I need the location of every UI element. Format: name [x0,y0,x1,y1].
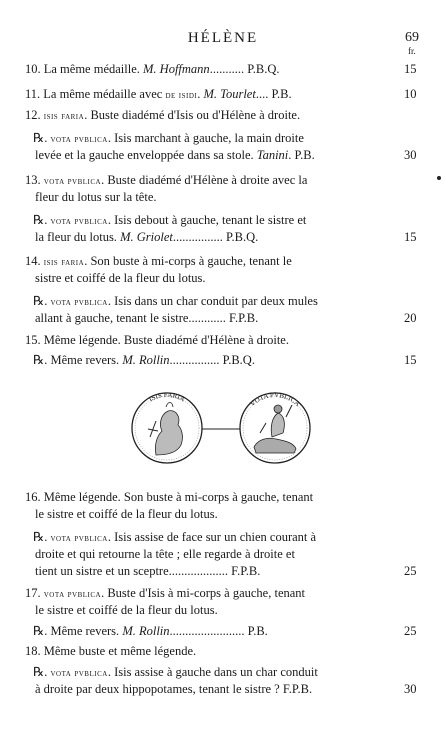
entry-text-part: .... P.B. [255,87,292,101]
entry-text-part: ℞. Même revers. [33,353,123,367]
entry-line [0,87,446,102]
entry-text-part: 10. La même médaille. [25,62,144,76]
entry-line [0,333,446,348]
entry-text [25,586,305,602]
entry-text-part: vota pvblica [50,668,108,679]
entry-text [25,333,289,348]
page-title: HÉLÈNE [187,30,259,46]
entry-line [0,624,446,639]
entry-text-part: ℞. [33,213,51,227]
entry-price: 10 [404,87,417,101]
entry-text-part: sistre et coiffé de la fleur du lotus. [35,271,206,285]
entry-text-part: M. Griolet [120,230,173,244]
entry-text [35,603,218,618]
entry-text-part: le sistre et coiffé de la fleur du lotus. [35,603,218,617]
entry-text-part: ................ P.B.Q. [169,353,255,367]
reverse-legend: VOTA PVBLICA [248,390,302,409]
entry-text [35,682,312,697]
entry-text-part: 17. [25,586,44,600]
entry-line [0,603,446,618]
coin-obverse [132,391,202,463]
entry-line [0,148,446,163]
entry-line [0,353,446,368]
entry-text-part: de isidi [165,90,198,101]
entry-price: 20 [404,311,417,325]
entry-price: 25 [404,624,417,638]
entry-text [35,230,258,245]
entry-price: 30 [404,148,417,162]
entry-text [33,294,318,310]
entry-line [0,213,446,228]
entry-text [35,311,258,326]
entry-text-part: 18. Même buste et même légende. [25,644,197,658]
entry-text [33,213,306,229]
entry-text [25,490,313,505]
entry-line [0,254,446,269]
entry-text-part: M. Hoffmann [143,62,210,76]
entry-text-part: . Buste diadémé d'Isis ou d'Hélène à droite. [84,108,301,122]
entry-text [33,353,255,368]
entry-text-part: ................ P.B.Q. [172,230,259,244]
entry-text-part: ........................ P.B. [169,624,268,638]
entry-text-part: ℞. Même revers. [33,624,123,638]
entry-price: 15 [404,353,417,367]
entry-text [33,530,316,546]
entry-text-part: ℞. [33,665,51,679]
entry-line [0,490,446,505]
entry-text-part: . Isis debout à gauche, tenant le sistre et [107,213,307,227]
entry-text [25,62,280,77]
entry-text-part: . Isis assise de face sur un chien courant à [107,530,317,544]
entry-text-part: 14. [25,254,44,268]
entry-text [35,148,315,163]
entry-line [0,564,446,579]
page-number: 69 [405,30,419,45]
entry-text-part: ........... P.B.Q. [209,62,280,76]
entry-text [25,173,307,189]
entry-text-part: ℞. [33,294,51,308]
entry-text [25,108,300,124]
entry-price: 30 [404,682,417,696]
entry-text [35,547,295,562]
entry-text-part: vota pvblica [50,533,108,544]
entry-line [0,271,446,286]
entry-text-part: . Isis assise à gauche dans un char conduit [107,665,318,679]
entry-text-part: vota pvblica [50,297,108,308]
entry-text [25,254,292,270]
entry-text-part: 15. Même légende. Buste diadémé d'Hélène à droite. [25,333,289,347]
coin-illustration [126,387,316,469]
entry-text-part: . P.B. [288,148,315,162]
entry-text-part: . Isis marchant à gauche, la main droite [107,131,304,145]
entry-line [0,173,446,188]
entry-text [35,564,260,579]
entry-text-part: isis faria [43,111,85,122]
entry-text-part: allant à gauche, tenant le sistre............ F.P.B. [35,311,259,325]
entry-text-part: 12. [25,108,44,122]
entry-text-part: 16. Même légende. Son buste à mi-corps à gauche, tenant [25,490,314,504]
entry-text [33,624,268,639]
entry-line [0,294,446,309]
price-unit: fr. [408,46,416,56]
entry-price: 15 [404,62,417,76]
entry-line [0,230,446,245]
entry-text-part: levée et la gauche enveloppée dans sa stole. [35,148,257,162]
entry-text-part: . Buste diadémé d'Hélène à droite avec la [101,173,308,187]
entry-text [35,271,206,286]
coin-reverse [240,391,310,463]
entry-text-part: . Isis dans un char conduit par deux mules [107,294,318,308]
entry-text [25,644,196,659]
entry-text-part: Tanini [256,148,289,162]
entry-text-part: M. Rollin [122,353,170,367]
entry-text-part: M. Tourlet [203,87,256,101]
entry-price: 25 [404,564,417,578]
entry-line [0,62,446,77]
entry-text-part: ℞. [33,131,51,145]
entry-text-part: 11. La même médaille avec [25,87,166,101]
entry-text [33,665,318,681]
entry-text [25,87,292,103]
entry-line [0,530,446,545]
entry-text-part: fleur du lotus sur la tête. [35,190,157,204]
entry-text [33,131,304,147]
entry-price: 15 [404,230,417,244]
entry-line [0,190,446,205]
obverse-legend: ISIS FARIA [147,390,187,404]
entry-text-part: . [197,87,204,101]
entry-text-part: ℞. [33,530,51,544]
entry-text-part: vota pvblica [50,216,108,227]
entry-text [35,190,157,205]
entry-line [0,586,446,601]
entry-text-part: 13. [25,173,44,187]
entry-text-part: le sistre et coiffé de la fleur du lotus. [35,507,218,521]
entry-line [0,644,446,659]
entry-text-part: isis faria [43,257,85,268]
entry-text-part: vota pvblica [43,176,102,187]
entry-text [35,507,218,522]
entry-line [0,507,446,522]
entry-text-part: M. Rollin [122,624,170,638]
entry-line [0,131,446,146]
entry-text-part: à droite par deux hippopotames, tenant le sistre ? F.P.B. [35,682,313,696]
entry-line [0,547,446,562]
entry-text-part: droite et qui retourne la tête ; elle regarde à droite et [35,547,295,561]
entry-line [0,665,446,680]
entry-text-part: la fleur du lotus. [35,230,121,244]
entry-line [0,108,446,123]
entry-text-part: . Son buste à mi-corps à gauche, tenant le [84,254,292,268]
entry-text-part: . Buste d'Isis à mi-corps à gauche, tenant [101,586,306,600]
entry-text-part: tient un sistre et un sceptre................... F.P.B. [35,564,261,578]
entry-text-part: vota pvblica [50,134,108,145]
entry-text-part: vota pvblica [43,589,102,600]
entry-line [0,311,446,326]
entry-line [0,682,446,697]
